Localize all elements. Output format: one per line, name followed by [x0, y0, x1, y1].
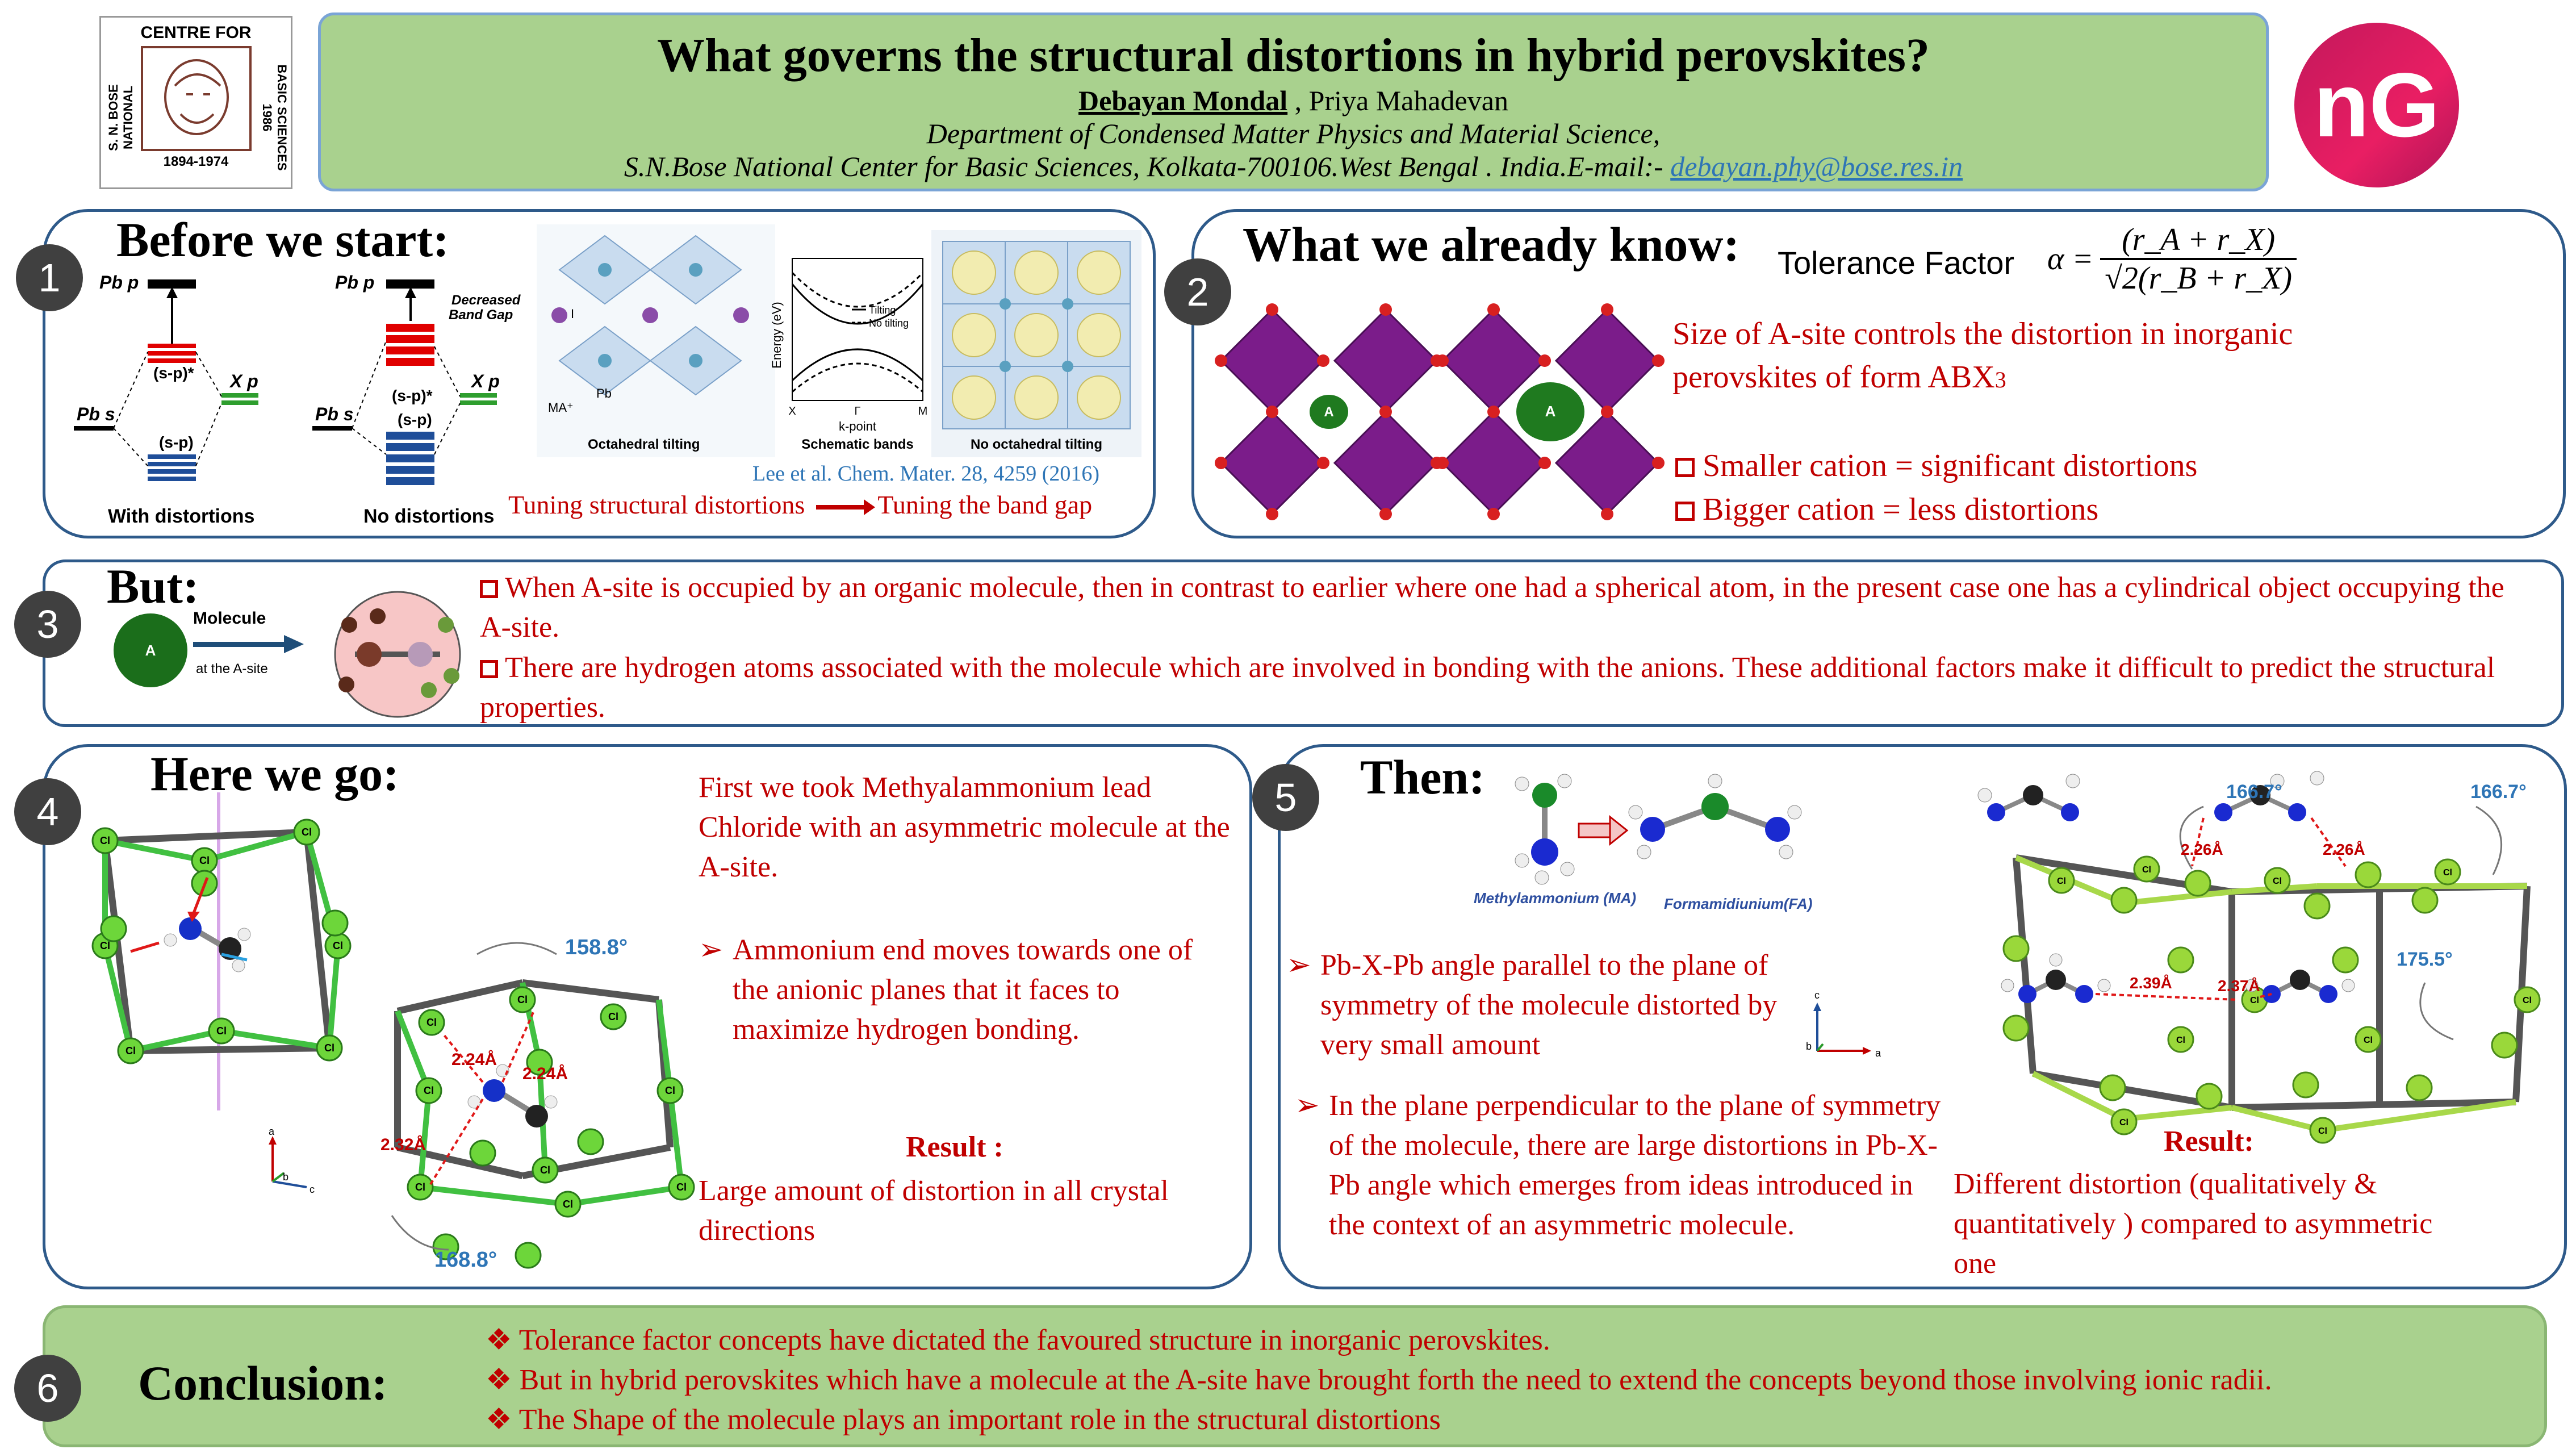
angle-158-label: 158.8° — [564, 936, 628, 959]
conclusion-text: Tolerance factor concepts have dictated the favoured structure in inorganic perovskites. — [518, 1324, 1550, 1356]
email-link[interactable]: debayan.phy@bose.res.in — [1670, 151, 1963, 182]
bullet-smaller — [1675, 446, 2197, 486]
bullet-bigger — [1675, 490, 2098, 529]
section-5-bullet-2 — [1295, 1086, 1948, 1245]
logo-left-side-text: S. N. BOSE NATIONAL — [106, 84, 135, 151]
arrow-bullet-icon: ➢ — [699, 934, 724, 966]
pb-p-label-2: Pb p — [335, 272, 375, 293]
pb-p-label: Pb p — [99, 272, 139, 293]
authors — [321, 84, 2266, 117]
logo-left — [99, 16, 292, 189]
ma-name: Methylammonium (MA) — [1474, 890, 1636, 907]
poster-title: What governs the structural distortions in hybrid perovskites? — [657, 29, 1930, 82]
cl-label: Cl — [608, 1011, 618, 1022]
no-tilting-legend: No tilting — [869, 318, 909, 329]
k-gamma-label: Γ — [854, 405, 861, 417]
decreased-label: Decreased — [451, 293, 521, 308]
checkbox-icon — [1675, 502, 1695, 521]
section-5-number: 5 — [1252, 764, 1319, 831]
formula-numerator: (r_A + r_X) — [2100, 222, 2297, 260]
bullet-bigger-text: Bigger cation = less distortions — [1703, 492, 2099, 527]
a-site-to-molecule-figure — [111, 591, 480, 719]
size-text-sub: 3 — [1994, 367, 2006, 392]
perovskite-small-cation-figure — [1210, 298, 1460, 525]
a-site-label-3: A — [145, 642, 156, 659]
section-2-heading: What we already know: — [1243, 217, 1740, 272]
section-4-heading: Here we go: — [150, 746, 399, 801]
sp-star-label-2: (s-p)* — [392, 387, 433, 404]
mapbcl3-cage-large — [352, 920, 704, 1278]
cl-label: Cl — [199, 855, 210, 866]
axis-a-5: a — [1875, 1047, 1881, 1059]
band-no-distortions — [312, 272, 521, 527]
section-3-number: 3 — [14, 591, 81, 658]
section-1-number: 1 — [16, 244, 83, 311]
dist-226-b: 2.26Å — [2323, 841, 2365, 858]
logo-right — [2294, 23, 2459, 187]
pb-s-label-2: Pb s — [315, 404, 354, 424]
size-text — [1672, 312, 2439, 402]
citation: Lee et al. Chem. Mater. 28, 4259 (2016) — [752, 462, 1100, 486]
cl-label: Cl — [563, 1199, 573, 1210]
cl-label: Cl — [517, 994, 528, 1005]
diamond-bullet-icon: ❖ — [486, 1364, 512, 1396]
schematic-bands-label: Schematic bands — [801, 437, 914, 452]
logo-left-side-text-right: BASIC SCIENCES 1986 — [260, 64, 289, 171]
section-6-heading: Conclusion: — [138, 1356, 388, 1410]
x-p-label-2: X p — [471, 371, 500, 391]
logo-left-top-text: CENTRE FOR — [140, 23, 252, 42]
sp-label-2: (s-p) — [398, 411, 432, 428]
section-3-bullet-2 — [480, 648, 2536, 728]
a-site-label-small: A — [1324, 404, 1334, 420]
axis-b-5: b — [1806, 1041, 1812, 1052]
conclusion-item — [486, 1400, 2530, 1440]
band-diagram — [68, 267, 522, 534]
section-4-result-label: Result : — [906, 1131, 1003, 1163]
checkbox-icon — [480, 660, 498, 678]
no-distortions-label: No distortions — [363, 506, 495, 527]
band-with-distortions — [74, 272, 258, 527]
fa-name: Formamidiunium(FA) — [1664, 895, 1813, 912]
arrow-bullet-icon: ➢ — [1295, 1089, 1320, 1122]
pb-s-label-1: Pb s — [77, 404, 115, 424]
arrow-bullet-icon: ➢ — [1286, 949, 1311, 982]
cl-label: Cl — [2057, 876, 2066, 886]
dist-226-a: 2.26Å — [2181, 841, 2223, 858]
no-oct-tilting-label: No octahedral tilting — [970, 437, 1103, 452]
angle-175-label: 175.5° — [2397, 949, 2453, 970]
diamond-bullet-icon: ❖ — [486, 1324, 512, 1356]
fapbcl3-structure — [1954, 755, 2556, 1153]
axes-icon-5 — [1800, 977, 1902, 1062]
cl-label: Cl — [216, 1025, 227, 1037]
axis-a: a — [269, 1126, 275, 1137]
cl-label: Cl — [126, 1045, 136, 1057]
axis-c-5: c — [1814, 989, 1820, 1001]
address: S.N.Bose National Center for Basic Sciences, Kolkata-700106.West Bengal . India.E-mail:- — [624, 151, 1663, 182]
conclusion-list — [486, 1321, 2530, 1440]
cl-label: Cl — [2318, 1126, 2327, 1136]
dist-232: 2.32Å — [380, 1135, 426, 1154]
tuning-right: Tuning the band gap — [877, 490, 1093, 519]
section-5-result-text: Different distortion (qualitatively & quantitatively ) compared to asymmetric one — [1954, 1168, 2433, 1280]
cl-label: Cl — [665, 1085, 675, 1096]
cl-label: Cl — [302, 826, 312, 838]
cl-label: Cl — [2364, 1035, 2373, 1045]
a-site-label-big: A — [1545, 403, 1556, 420]
cl-label: Cl — [2273, 876, 2282, 886]
cl-label: Cl — [2119, 1118, 2128, 1128]
no-octahedral-tilting-figure — [931, 230, 1141, 457]
formula-denominator: √2(r_B + r_X) — [2105, 261, 2293, 296]
tilting-legend: Tilting — [869, 304, 896, 316]
author-rest: , Priya Mahadevan — [1287, 85, 1508, 116]
cl-label: Cl — [2250, 996, 2259, 1005]
section-4-text: First we took Methyalammonium lead Chloride with an asymmetric molecule at the A-site. — [699, 771, 1230, 883]
header-banner — [318, 12, 2269, 191]
octahedral-tilting-label: Octahedral tilting — [588, 437, 700, 452]
formula-lhs: α = — [2047, 241, 2094, 277]
pb-label: Pb — [596, 386, 612, 400]
author-main: Debayan Mondal — [1078, 85, 1288, 116]
conclusion-item — [486, 1360, 2530, 1400]
cl-label: Cl — [415, 1181, 425, 1193]
ma-to-fa-figure — [1471, 761, 1885, 937]
tolerance-formula — [2047, 222, 2297, 297]
cl-label: Cl — [100, 940, 110, 951]
ma-label: MA⁺ — [548, 400, 574, 415]
angle-166-right: 166.7° — [2470, 781, 2527, 803]
section-4-result-text: Large amount of distortion in all crystal directions — [699, 1175, 1169, 1247]
mapbcl3-cage-small — [80, 792, 375, 1110]
band-gap-label: Band Gap — [449, 307, 513, 323]
at-a-site-label: at the A-site — [196, 661, 268, 677]
address-line — [321, 150, 2266, 183]
axis-b: b — [283, 1171, 289, 1183]
section-5-result-label: Result: — [2164, 1125, 2254, 1158]
cl-label: Cl — [2142, 865, 2151, 875]
checkbox-icon — [480, 580, 498, 598]
diamond-bullet-icon: ❖ — [486, 1404, 512, 1436]
tuning-arrow-icon — [816, 505, 867, 510]
section-2-number: 2 — [1164, 258, 1231, 325]
dist-239: 2.39Å — [2130, 974, 2172, 992]
cl-label: Cl — [540, 1164, 550, 1176]
conclusion-item — [486, 1321, 2530, 1360]
dist-224-a: 2.24Å — [451, 1050, 497, 1069]
k-m-label: M — [918, 405, 928, 417]
dist-224-b: 2.24Å — [522, 1064, 568, 1083]
conclusion-text: But in hybrid perovskites which have a molecule at the A-site have brought forth the need to extend the concepts beyond those involving ionic radii. — [519, 1364, 2272, 1396]
section-6-number: 6 — [14, 1355, 81, 1422]
section-4-bullet — [699, 930, 1232, 1050]
cl-label: Cl — [2523, 996, 2532, 1005]
department: Department of Condensed Matter Physics and Material Science, — [926, 118, 1661, 149]
angle-168-label: 168.8° — [434, 1248, 497, 1272]
section-3-bullet-2-text: There are hydrogen atoms associated with the molecule which are involved in bonding with the anions. These additional factors make it difficult to predict the structural properties. — [480, 652, 2495, 724]
sp-label-1: (s-p) — [159, 433, 194, 451]
tolerance-factor-label: Tolerance Factor — [1778, 245, 2015, 281]
section-3-heading: But: — [107, 559, 199, 613]
bullet-smaller-text: Smaller cation = significant distortions — [1703, 448, 2198, 483]
sp-star-label-1: (s-p)* — [153, 364, 194, 382]
cl-label: Cl — [2176, 1035, 2185, 1045]
cl-label: Cl — [2443, 868, 2452, 878]
perovskite-big-cation-figure — [1431, 298, 1681, 525]
axis-c: c — [310, 1184, 315, 1195]
cl-label: Cl — [324, 1042, 334, 1054]
molecule-label: Molecule — [193, 609, 266, 628]
cl-label: Cl — [333, 940, 343, 951]
cl-label: Cl — [100, 835, 110, 846]
tuning-left: Tuning structural distortions — [508, 490, 805, 519]
cl-label: Cl — [424, 1085, 434, 1096]
section-5-bullet-1-text: Pb-X-Pb angle parallel to the plane of symmetry of the molecule distorted by very small amount — [1320, 949, 1778, 1061]
section-5-bullet-2-text: In the plane perpendicular to the plane of symmetry of the molecule, there are large distortions in Pb-X-Pb angle which emerges from ideas introduced in the context of an asymmetric molecule. — [1329, 1089, 1941, 1241]
size-text-main: Size of A-site controls the distortion in inorganic perovskites of form ABX — [1672, 316, 2293, 395]
i-label: I — [571, 307, 575, 321]
schematic-bands-chart — [767, 250, 931, 454]
dist-237: 2.37Å — [2218, 977, 2260, 995]
kpoint-label: k-point — [838, 419, 877, 433]
portrait-icon — [141, 46, 252, 151]
axes-icon-4 — [250, 1125, 341, 1204]
section-1-heading: Before we start: — [116, 212, 449, 267]
section-4-bullet-text: Ammonium end moves towards one of the anionic planes that it faces to maximize hydrogen bonding. — [733, 934, 1193, 1046]
cl-label: Cl — [676, 1181, 687, 1193]
energy-axis-label: Energy (eV) — [770, 302, 784, 369]
section-4-number: 4 — [14, 778, 81, 845]
formula-fraction — [2100, 222, 2297, 297]
angle-166-left: 166.7° — [2226, 781, 2282, 803]
x-p-label-1: X p — [230, 371, 258, 391]
logo-left-years: 1894-1974 — [163, 154, 229, 169]
section-5-bullet-1 — [1286, 946, 1797, 1065]
octahedral-tilting-figure — [537, 224, 775, 457]
tuning-line — [508, 490, 1092, 520]
k-x-label: X — [788, 405, 796, 417]
logo-right-text: nG — [2313, 54, 2440, 156]
section-5-heading: Then: — [1360, 750, 1485, 804]
section-3-bullet-1 — [480, 568, 2536, 648]
with-distortions-label: With distortions — [108, 506, 255, 527]
section-3-bullet-1-text: When A-site is occupied by an organic molecule, then in contrast to earlier where one had a spherical atom, in the present case one has a cylindrical object occupying the A-site. — [480, 571, 2504, 644]
checkbox-icon — [1675, 458, 1695, 477]
conclusion-text: The Shape of the molecule plays an important role in the structural distortions — [518, 1404, 1441, 1436]
cl-label: Cl — [426, 1017, 437, 1028]
